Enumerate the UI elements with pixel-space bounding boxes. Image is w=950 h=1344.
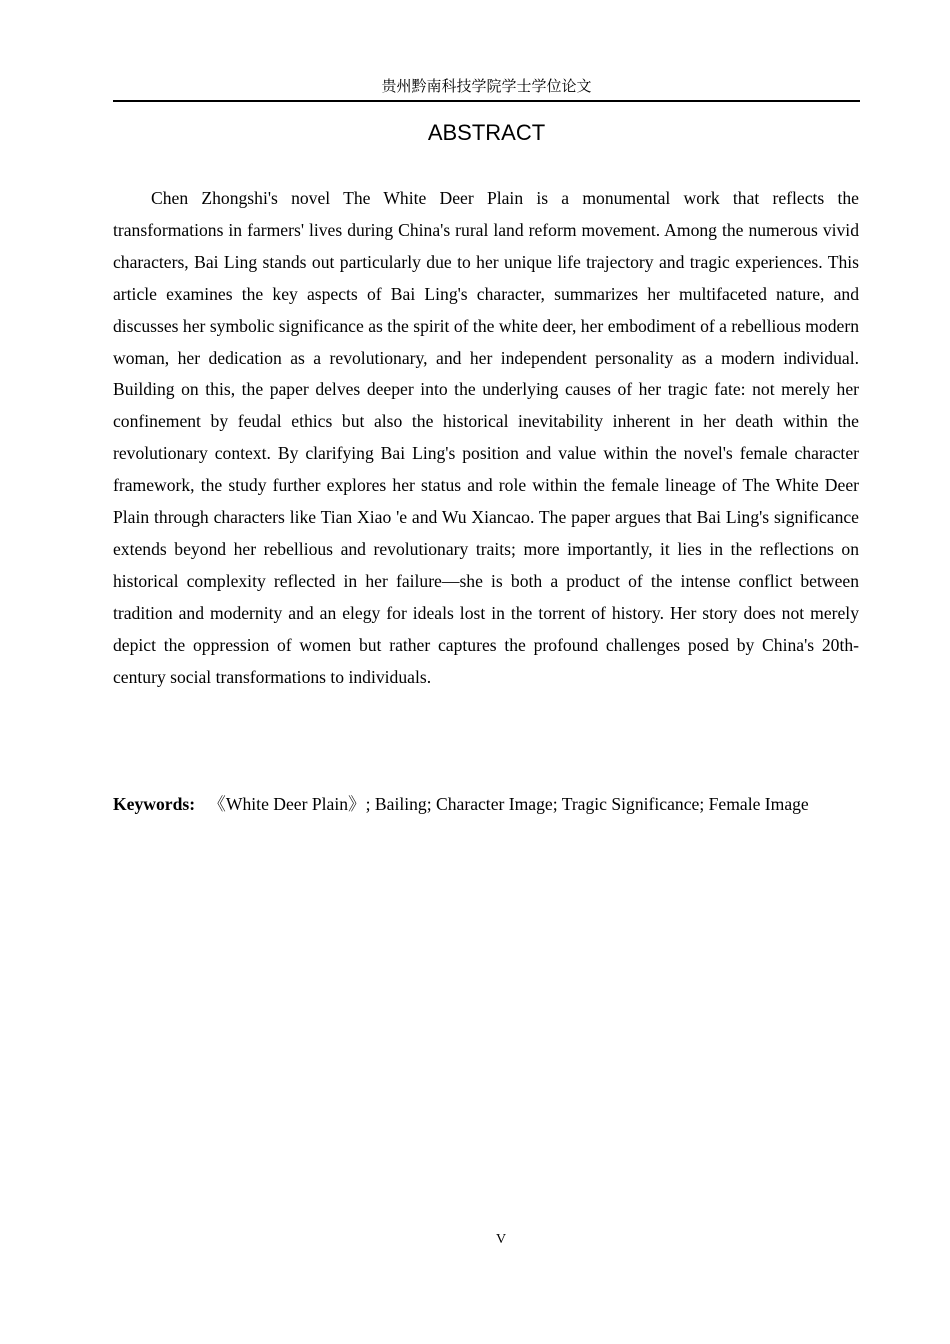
abstract-body: Chen Zhongshi's novel The White Deer Plain is a monumental work that reflects the transformations in farmers' lives during China's rural land reform movement. Among the numerous vivid characters, Bai Ling stands out particularly due to her unique life trajectory and tragic experiences. This article examines the key aspects of Bai Ling's character, summarizes her multifaceted nature, and discusses her symbolic significance as the spirit of the white deer, her embodiment of a rebellious modern woman, her dedication as a revolutionary, and her independent personality as a modern individual. Building on this, the paper delves deeper into the underlying causes of her tragic fate: not merely her confinement by feudal ethics but also the historical inevitability inherent in her death within the revolutionary context. By clarifying Bai Ling's position and value within the novel's female character framework, the study further explores her status and role within the female lineage of The White Deer Plain through characters like Tian Xiao 'e and Wu Xiancao. The paper argues that Bai Ling's significance extends beyond her rebellious and revolutionary traits; more importantly, it lies in the reflections on historical complexity reflected in her failure—she is both a product of the intense conflict between tradition and modernity and an elegy for ideals lost in the torrent of history. Her story does not merely depict the oppression of women but rather captures the profound challenges posed by China's 20th-century social transformations to individuals.: [113, 188, 859, 687]
page-number: V: [495, 1232, 507, 1247]
running-header: 贵州黔南科技学院学士学位论文: [381, 77, 592, 95]
keywords-paragraph: [113, 789, 859, 821]
keywords-label: Keywords:: [113, 794, 196, 814]
header-rule: [113, 100, 860, 102]
keywords-text: 《White Deer Plain》; Bailing; Character Image; Tragic Significance; Female Image: [208, 794, 809, 814]
abstract-title: ABSTRACT: [427, 120, 546, 145]
